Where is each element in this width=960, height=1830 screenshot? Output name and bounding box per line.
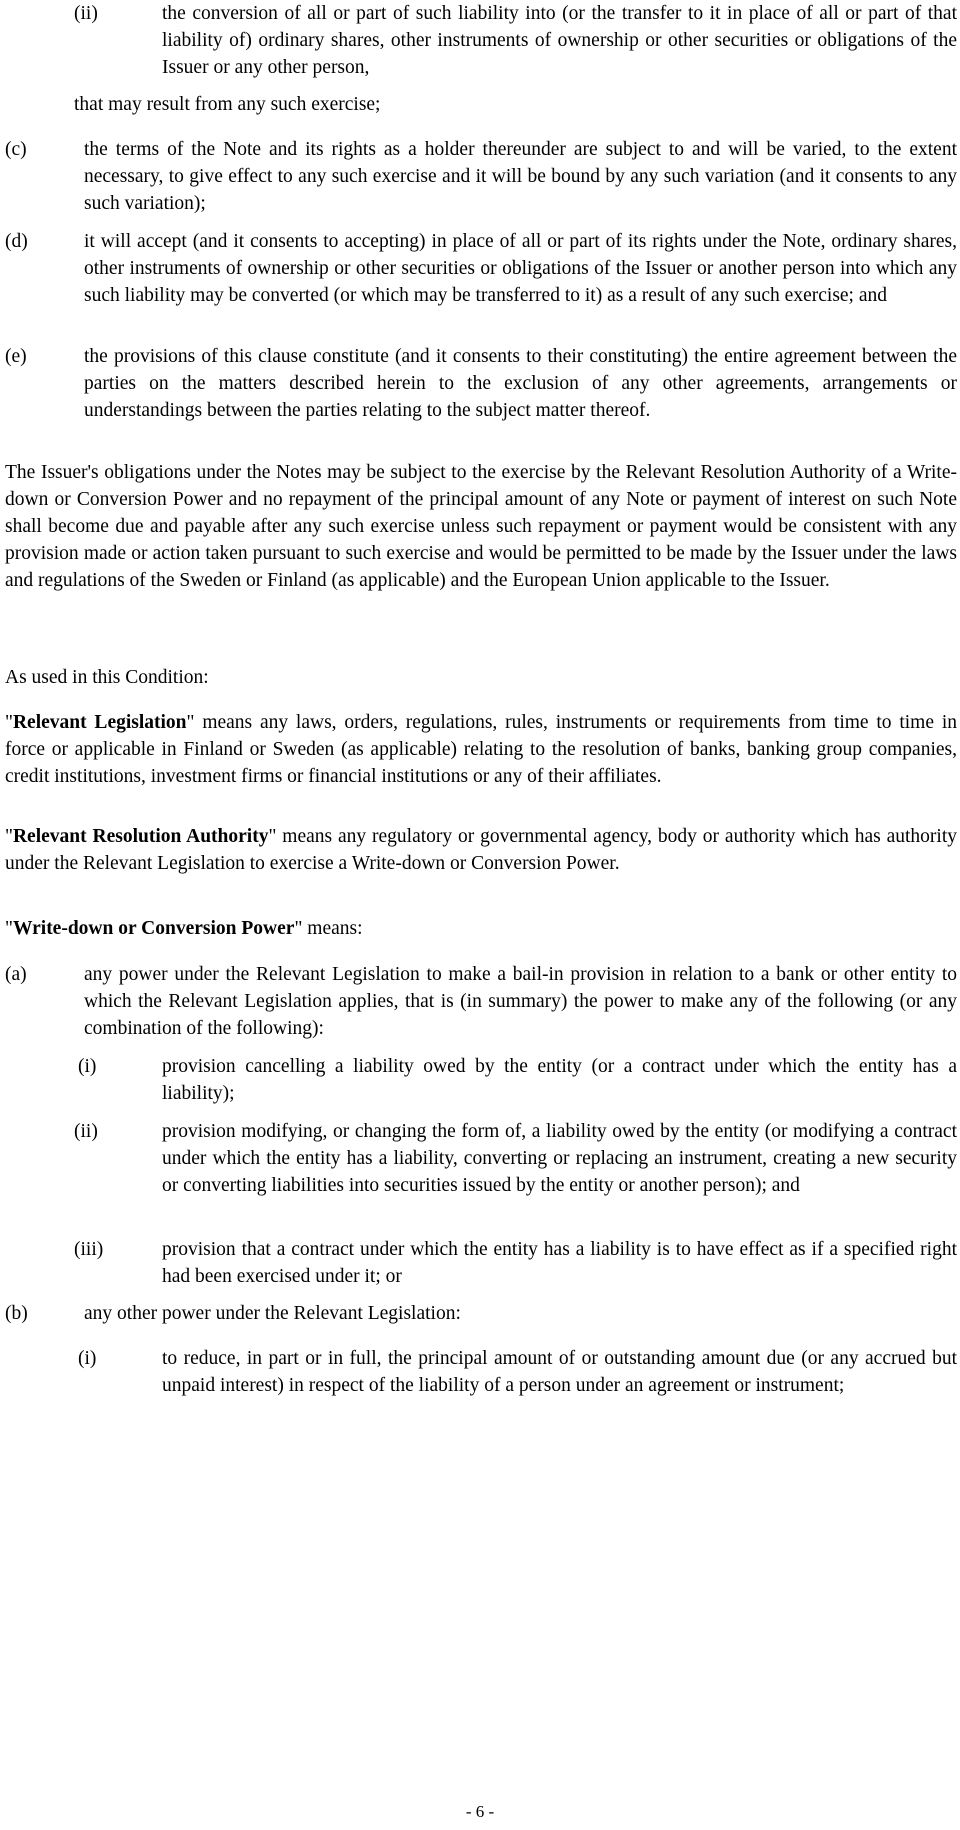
item-text-c: the terms of the Note and its rights as a holder thereunder are subject to and will be varied, to the extent necessary, to give effect to any such exercise and it will be bound by any such variation (and it consents to any such variation); <box>84 139 957 214</box>
subitem-label-i: (i) <box>78 1056 97 1077</box>
item-label-c: (c) <box>5 139 27 160</box>
definition-term: Relevant Legislation <box>12 712 187 733</box>
subitem-label-b-i: (i) <box>78 1348 97 1369</box>
item-text-ii: the conversion of all or part of such liability into (or the transfer to it in place of all or part of that liability of) ordinary shares, other instruments of ownership or other securities or obligations of the Issuer or any other person, <box>162 3 957 78</box>
subitem-text-b-i: to reduce, in part or in full, the principal amount of or outstanding amount due (or any accrued but unpaid interest) in respect of the liability of a person under an agreement or instrument; <box>162 1348 957 1396</box>
definition-relevant-legislation: "Relevant Legislation" means any laws, orders, regulations, rules, instruments or requirements from time to time in force or applicable in Finland or Sweden (as applicable) relating to the resolution of banks, banking group companies, credit institutions, investment firms or financial institutions or any of their affiliates. <box>5 712 957 787</box>
item-label-a: (a) <box>5 964 27 985</box>
subitem-label-iii: (iii) <box>74 1239 104 1260</box>
paragraph-as-used: As used in this Condition: <box>5 667 209 688</box>
item-text-a: any power under the Relevant Legislation to make a bail-in provision in relation to a bank or other entity to which the Relevant Legislation applies, that is (in summary) the power to make any of the following (or any combination of the following): <box>84 964 957 1039</box>
item-text-d: it will accept (and it consents to accepting) in place of all or part of its rights under the Note, ordinary shares, other instruments of ownership or other securities or obligations of the Issuer or another person into which any such liability may be converted (or which may be transferred to it) as a result of any such exercise; and <box>84 231 957 306</box>
document-page <box>5 0 957 1830</box>
item-label-b: (b) <box>5 1303 28 1324</box>
subitem-label-ii: (ii) <box>74 1121 98 1142</box>
item-label-d: (d) <box>5 231 28 252</box>
paragraph-issuer-obligations: The Issuer's obligations under the Notes may be subject to the exercise by the Relevant Resolution Authority of a Write-down or Conversion Power and no repayment of the principal amount of any Note or payment of interest on such Note shall become due and payable after any such exercise unless such repayment or payment would be consistent with any provision made or action taken pursuant to such exercise and would be permitted to be made by the Issuer under the laws and regulations of the Sweden or Finland (as applicable) and the European Union applicable to the Issuer. <box>5 462 957 591</box>
item-tail-text: that may result from any such exercise; <box>74 94 381 115</box>
definition-relevant-resolution-authority: "Relevant Resolution Authority" means any regulatory or governmental agency, body or authority which has authority under the Relevant Legislation to exercise a Write-down or Conversion Power. <box>5 826 957 874</box>
subitem-text-iii: provision that a contract under which the entity has a liability is to have effect as if a specified right had been exercised under it; or <box>162 1239 957 1287</box>
item-text-e: the provisions of this clause constitute (and it consents to their constituting) the entire agreement between the parties on the matters described herein to the exclusion of any other agreements, arrangements or understandings between the parties relating to the subject matter thereof. <box>84 346 957 421</box>
item-text-b: any other power under the Relevant Legislation: <box>84 1303 461 1324</box>
subitem-text-i: provision cancelling a liability owed by the entity (or a contract under which the entity has a liability); <box>162 1056 957 1104</box>
item-label-ii: (ii) <box>74 3 98 24</box>
definition-write-down-power: "Write-down or Conversion Power" means: <box>5 918 363 939</box>
item-label-e: (e) <box>5 346 27 367</box>
definition-term: Relevant Resolution Authority <box>12 826 269 847</box>
subitem-text-ii: provision modifying, or changing the form of, a liability owed by the entity (or modifying a contract under which the entity has a liability, converting or replacing an instrument, creating a new security or converting liabilities into securities issued by the entity or another person); and <box>162 1121 957 1196</box>
definition-term: Write-down or Conversion Power <box>12 918 295 939</box>
page-number: - 6 - <box>465 1802 495 1821</box>
